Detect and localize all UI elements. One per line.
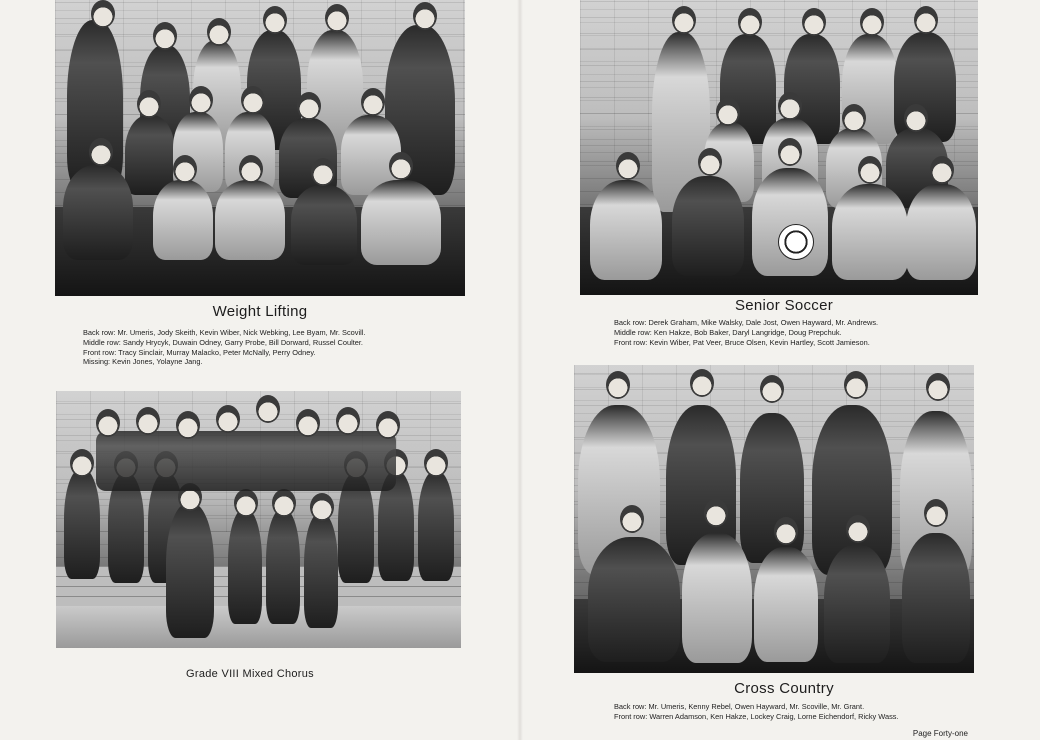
soccer-ball-icon — [778, 224, 814, 260]
senior-soccer-front-row: Front row: Kevin Wiber, Pat Veer, Bruce Olsen, Kevin Hartley, Scott Jamieson. — [614, 337, 870, 347]
senior-soccer-photo — [580, 0, 978, 295]
chorus-title: Grade VIII Mixed Chorus — [186, 668, 314, 680]
weight-lifting-middle-row: Middle row: Sandy Hrycyk, Duwain Odney, Garry Probe, Bill Dorward, Russel Coulter. — [83, 337, 363, 347]
cross-country-back-row: Back row: Mr. Umeris, Kenny Rebel, Owen Hayward, Mr. Scoville, Mr. Grant. — [614, 702, 865, 711]
senior-soccer-title: Senior Soccer — [734, 297, 834, 314]
senior-soccer-names — [614, 318, 878, 347]
weight-lifting-front-row: Front row: Tracy Sinclair, Murray Malacko, Peter McNally, Perry Odney. — [83, 347, 316, 357]
cross-country-title: Cross Country — [734, 680, 834, 697]
senior-soccer-back-row: Back row: Derek Graham, Mike Walsky, Dale Jost, Owen Hayward, Mr. Andrews. — [614, 318, 879, 327]
senior-soccer-middle-row: Middle row: Ken Hakze, Bob Baker, Daryl Langridge, Doug Prepchuk. — [614, 327, 842, 337]
weight-lifting-names — [83, 328, 365, 367]
weight-lifting-back-row: Back row: Mr. Umeris, Jody Skeith, Kevin Wiber, Nick Webking, Lee Byam, Mr. Scovill. — [83, 328, 366, 337]
weight-lifting-missing: Missing: Kevin Jones, Yolayne Jang. — [83, 357, 203, 367]
weight-lifting-photo — [55, 0, 465, 296]
cross-country-photo — [574, 365, 974, 673]
cross-country-names — [614, 702, 899, 722]
page-gutter — [517, 0, 523, 740]
weight-lifting-title: Weight Lifting — [212, 303, 308, 320]
cross-country-front-row: Front row: Warren Adamson, Ken Hakze, Lockey Craig, Lorne Eichendorf, Ricky Wass. — [614, 711, 899, 721]
page-number: Page Forty-one — [912, 729, 968, 738]
chorus-photo — [56, 391, 461, 648]
